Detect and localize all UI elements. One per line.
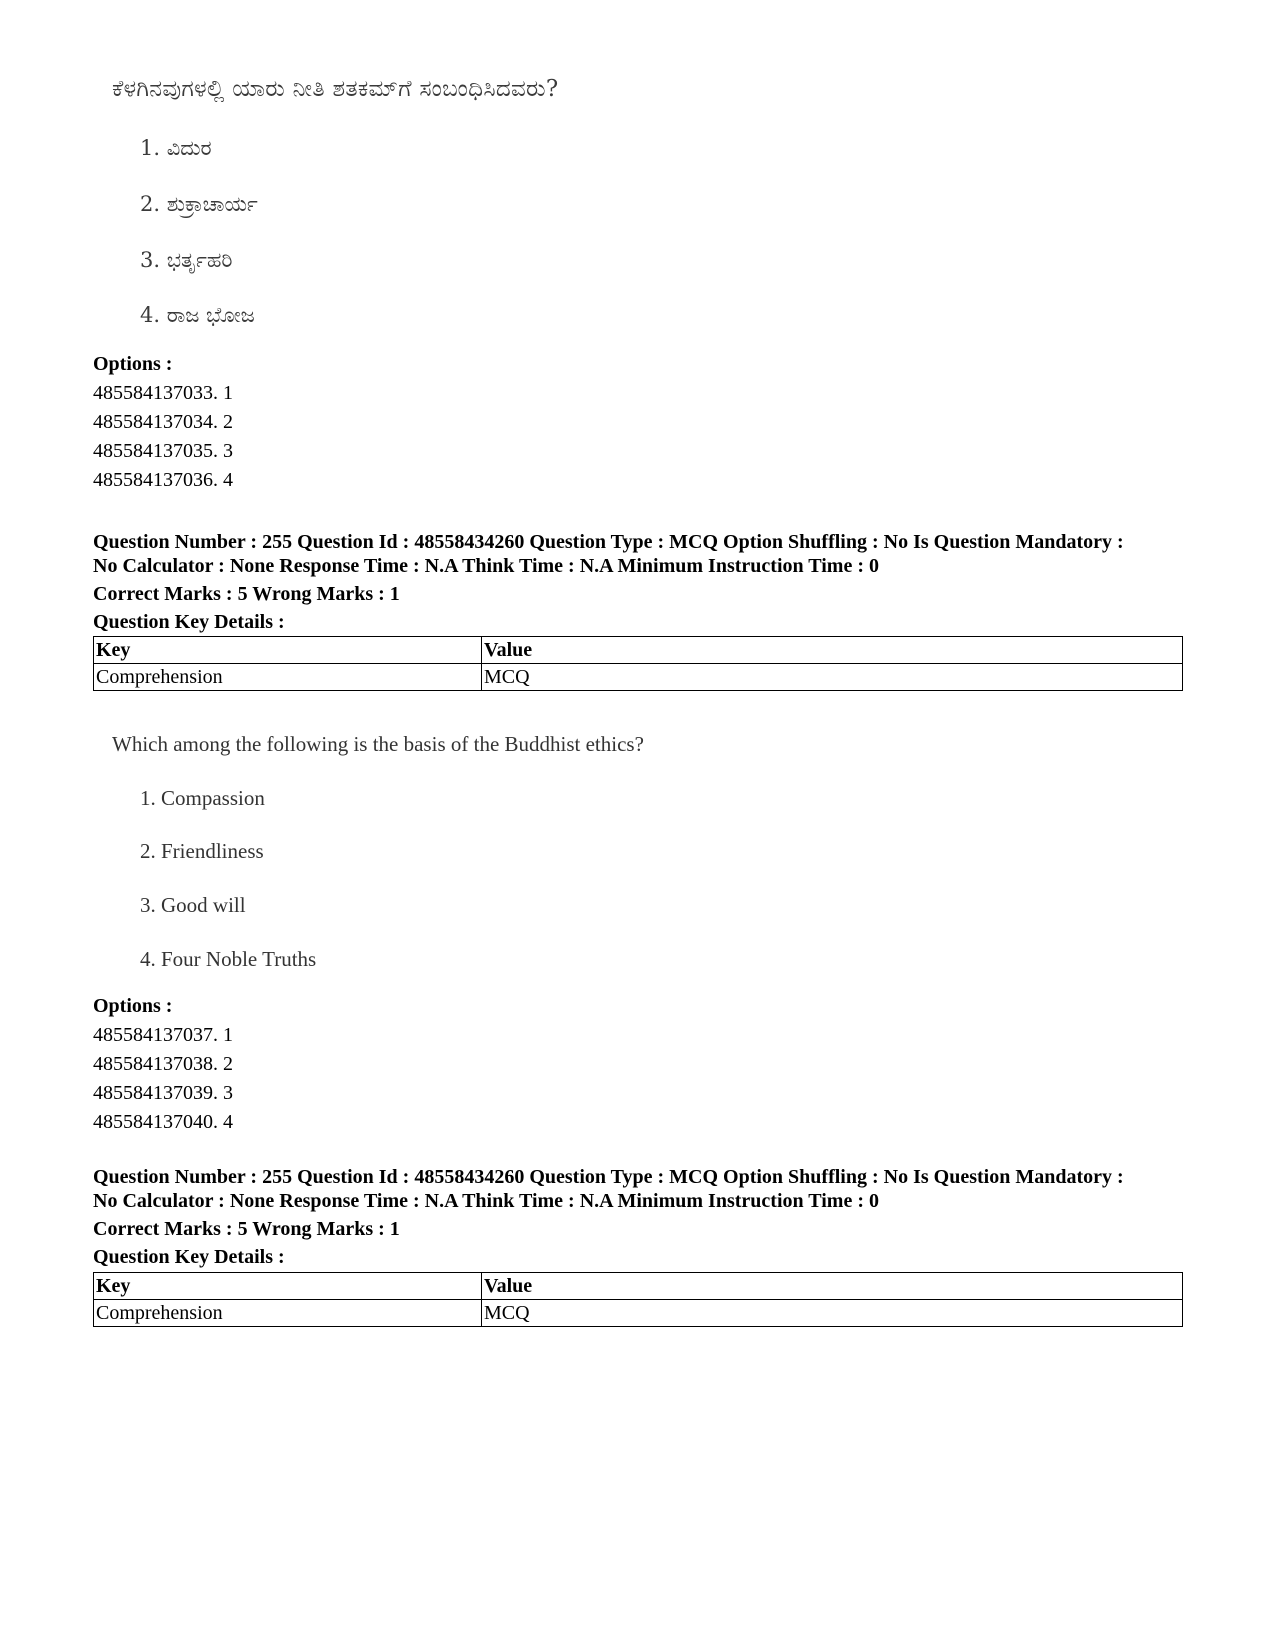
option-item: 485584137037. 1 bbox=[93, 1024, 233, 1046]
table-cell-value: MCQ bbox=[482, 1300, 1183, 1327]
question-choice: 2. ಶುಕ್ರಾಚಾರ್ಯ bbox=[140, 192, 258, 216]
question-key-table bbox=[93, 1272, 1183, 1327]
option-item: 485584137036. 4 bbox=[93, 469, 233, 491]
option-item: 485584137038. 2 bbox=[93, 1053, 233, 1075]
meta-line-1: Question Number : 255 Question Id : 48558434260 Question Type : MCQ Option Shuffling : No Is Question Mandatory : bbox=[93, 531, 1124, 553]
table-cell-key: Comprehension bbox=[94, 664, 482, 691]
question-choice: 4. ರಾಜ ಭೋಜ bbox=[140, 303, 255, 327]
option-item: 485584137039. 3 bbox=[93, 1082, 233, 1104]
table-header-key: Key bbox=[94, 1273, 482, 1300]
question-choice: 4. Four Noble Truths bbox=[140, 947, 317, 971]
table-header-value: Value bbox=[482, 637, 1183, 664]
question-meta bbox=[93, 530, 1193, 634]
table-row bbox=[94, 1300, 1183, 1327]
option-item: 485584137035. 3 bbox=[93, 440, 233, 462]
options-block bbox=[93, 350, 1183, 495]
table-header-key: Key bbox=[94, 637, 482, 664]
options-label: Options : bbox=[93, 995, 173, 1017]
meta-line-1: Question Number : 255 Question Id : 48558434260 Question Type : MCQ Option Shuffling : No Is Question Mandatory : bbox=[93, 1166, 1124, 1188]
marks-line: Correct Marks : 5 Wrong Marks : 1 bbox=[93, 583, 400, 605]
options-label: Options : bbox=[93, 353, 173, 375]
question-meta bbox=[93, 1165, 1193, 1269]
question-choice: 3. Good will bbox=[140, 893, 246, 917]
table-header-value: Value bbox=[482, 1273, 1183, 1300]
table-row bbox=[94, 664, 1183, 691]
question-choice: 2. Friendliness bbox=[140, 839, 264, 863]
question-choice: 1. Compassion bbox=[140, 786, 265, 810]
question-text-kannada: ಕೆಳಗಿನವುಗಳಲ್ಲಿ ಯಾರು ನೀತಿ ಶತಕಮ್‌ಗೆ ಸಂಬಂಧಿಸಿದವರು? bbox=[112, 76, 559, 102]
question-choice: 3. ಭರ್ತೃಹರಿ bbox=[140, 248, 233, 272]
marks-line: Correct Marks : 5 Wrong Marks : 1 bbox=[93, 1218, 400, 1240]
options-block bbox=[93, 992, 1183, 1137]
option-item: 485584137034. 2 bbox=[93, 411, 233, 433]
table-cell-key: Comprehension bbox=[94, 1300, 482, 1327]
table-header-row bbox=[94, 1273, 1183, 1300]
meta-line-2: No Calculator : None Response Time : N.A Think Time : N.A Minimum Instruction Time : 0 bbox=[93, 1190, 879, 1212]
table-cell-value: MCQ bbox=[482, 664, 1183, 691]
key-details-label: Question Key Details : bbox=[93, 611, 285, 633]
key-details-label: Question Key Details : bbox=[93, 1246, 285, 1268]
meta-line-2: No Calculator : None Response Time : N.A Think Time : N.A Minimum Instruction Time : 0 bbox=[93, 555, 879, 577]
table-header-row bbox=[94, 637, 1183, 664]
question-choice: 1. ವಿದುರ bbox=[140, 136, 212, 160]
question-text-english: Which among the following is the basis of the Buddhist ethics? bbox=[112, 732, 644, 756]
option-item: 485584137040. 4 bbox=[93, 1111, 233, 1133]
question-key-table bbox=[93, 636, 1183, 691]
option-item: 485584137033. 1 bbox=[93, 382, 233, 404]
